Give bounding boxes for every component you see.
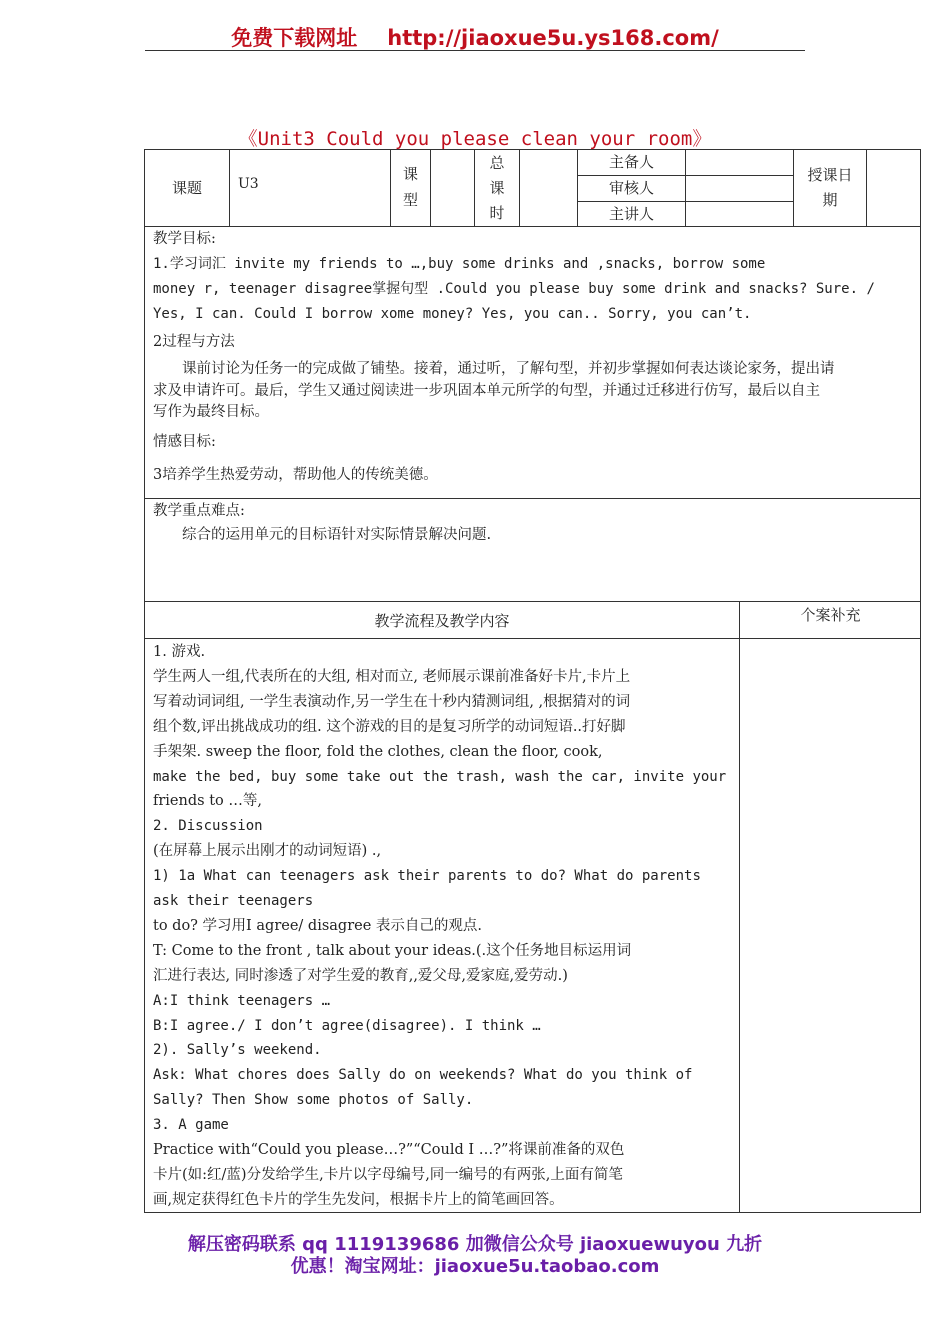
role-lecturer: 主讲人 (608, 205, 654, 223)
flow-line: friends to …等, (153, 793, 262, 810)
flow-header-side: 个案补充 (800, 606, 861, 624)
flow-line: ask their teenagers (153, 893, 314, 909)
flow-line: 1) 1a What can teenagers ask their parents to do? What do parents (153, 868, 701, 885)
key-points-section (144, 498, 921, 602)
objectives-line-1: 1.学习词汇 invite my friends to …,buy some drinks and ,snacks, borrow some (153, 256, 766, 272)
process-line-2: 求及申请许可。最后，学生又通过阅读进一步巩固本单元所学的句型，并通过迁移进行仿写，最后以自主 (153, 383, 820, 399)
divider (430, 149, 431, 227)
process-heading: 2过程与方法 (153, 334, 235, 350)
flow-line: (在屏幕上展示出刚才的动词短语) ., (153, 843, 382, 860)
flow-line: 1. 游戏. (153, 644, 206, 660)
hours-label-2: 课 (489, 179, 505, 197)
flow-line: 组个数,评出挑战成功的组. 这个游戏的目的是复习所学的动词短语..打好脚 (153, 718, 626, 735)
type-label-2: 型 (402, 191, 418, 209)
header-label: 免费下载网址 (231, 26, 358, 50)
header-download-link[interactable] (0, 22, 950, 52)
divider (390, 149, 391, 227)
divider (577, 201, 793, 202)
objectives-heading: 教学目标: (153, 231, 216, 247)
flow-line: 画,规定获得红色卡片的学生先发问，根据卡片上的简笔画回答。 (153, 1191, 564, 1208)
flow-line: 2). Sally’s weekend. (153, 1042, 322, 1059)
divider (793, 149, 794, 227)
flow-line: B:I agree./ I don’t agree(disagree). I think … (153, 1017, 541, 1034)
divider (577, 175, 793, 176)
hours-label-1: 总 (489, 154, 505, 172)
divider (685, 149, 686, 227)
process-line-1: 课前讨论为任务一的完成做了铺垫。接着，通过听，了解句型，并初步掌握如何表达谈论家务，提出请 (153, 361, 835, 377)
objectives-line-3: Yes, I can. Could I borrow xome money? Yes, you can.. Sorry, you can’t. (153, 306, 752, 322)
type-label-1: 课 (402, 165, 418, 183)
footer-line-2: 优惠！淘宝网址：jiaoxue5u.taobao.com (290, 1256, 660, 1277)
flow-line: 手架架. sweep the floor, fold the clothes, clean the floor, cook, (153, 743, 603, 760)
flow-line: Ask: What chores does Sally do on weekends? What do you think of (153, 1067, 693, 1084)
date-label-1: 授课日 (807, 166, 853, 184)
header-divider (145, 50, 805, 51)
key-points-heading: 教学重点难点: (153, 503, 245, 519)
flow-line: 2. Discussion (153, 818, 263, 835)
flow-line: 写着动词词组, 一学生表演动作,另一学生在十秒内猜测词组, ,根据猜对的词 (153, 693, 631, 710)
date-label-2: 期 (822, 191, 838, 209)
role-preparer: 主备人 (608, 153, 654, 171)
divider (229, 149, 230, 227)
divider (866, 149, 867, 227)
flow-line: 卡片(如:红/蓝)分发给学生,卡片以字母编号,同一编号的有两张,上面有简笔 (153, 1166, 623, 1183)
footer-line-1: 解压密码联系 qq 1119139686 加微信公众号 jiaoxuewuyou 九折 (187, 1234, 763, 1255)
role-reviewer: 审核人 (608, 179, 654, 197)
topic-label: 课题 (171, 179, 202, 197)
flow-header-main: 教学流程及教学内容 (374, 612, 510, 630)
flow-line: 学生两人一组,代表所在的大组, 相对而立, 老师展示课前准备好卡片,卡片上 (153, 668, 631, 685)
divider (519, 149, 520, 227)
flow-line: 汇进行表达, 同时渗透了对学生爱的教育,,爱父母,爱家庭,爱劳动.) (153, 967, 568, 984)
objectives-line-2: money r, teenager disagree掌握句型 .Could you please buy some drink and snacks? Sure. / (153, 281, 875, 297)
hours-label-3: 时 (489, 204, 505, 222)
flow-line: 3. A game (153, 1117, 229, 1134)
flow-line: Practice with“Could you please…?”“Could I …?”将课前准备的双色 (153, 1142, 625, 1158)
flow-line: make the bed, buy some take out the trash, wash the car, invite your (153, 768, 727, 785)
flow-line: T: Come to the front , talk about your ideas.(.这个任务地目标运用词 (153, 942, 632, 959)
emotion-heading: 情感目标: (153, 434, 216, 450)
flow-line: Sally? Then Show some photos of Sally. (153, 1092, 474, 1109)
flow-line: A:I think teenagers … (153, 992, 331, 1009)
emotion-line: 3培养学生热爱劳动，帮助他人的传统美德。 (153, 467, 438, 483)
key-points-line: 综合的运用单元的目标语针对实际情景解决问题. (153, 527, 492, 543)
header-url[interactable]: http://jiaoxue5u.ys168.com/ (387, 26, 719, 50)
flow-line: to do? 学习用I agree/ disagree 表示自己的观点. (153, 917, 483, 934)
topic-value: U3 (238, 176, 259, 192)
process-line-3: 写作为最终目标。 (153, 404, 269, 420)
page-title: 《Unit3 Could you please clean your room》 (238, 128, 712, 150)
